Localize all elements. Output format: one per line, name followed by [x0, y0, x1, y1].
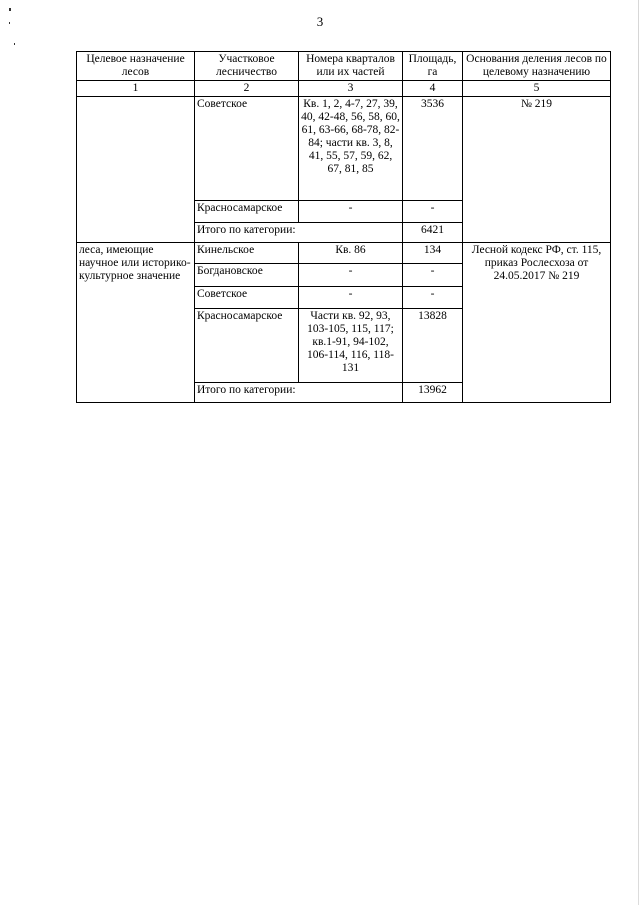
column-number-row: [77, 81, 611, 97]
district-cell: Кинельское: [195, 243, 299, 264]
quarters-cell: -: [299, 264, 403, 287]
column-number: 1: [77, 81, 195, 97]
district-cell: Красносамарское: [195, 201, 299, 223]
quarters-cell: Кв. 1, 2, 4-7, 27, 39, 40, 42-48, 56, 58, 60, 61, 63-66, 68-78, 82-84; части кв. 3, 8, 41, 55, 57, 59, 62, 67, 81, 85: [299, 97, 403, 201]
column-number: 5: [463, 81, 611, 97]
scan-speck: [9, 8, 11, 11]
table-header-row: [77, 52, 611, 81]
district-cell: Советское: [195, 97, 299, 201]
area-cell: 13828: [403, 309, 463, 383]
quarters-cell: -: [299, 287, 403, 309]
quarters-cell: -: [299, 201, 403, 223]
area-cell: -: [403, 201, 463, 223]
column-number: 2: [195, 81, 299, 97]
total-area: 6421: [403, 223, 463, 243]
quarters-cell: Кв. 86: [299, 243, 403, 264]
forest-purpose-table: [76, 51, 611, 403]
scan-speck: [14, 43, 15, 45]
purpose-cell: леса, имеющие научное или историко-культурное значение: [77, 243, 195, 403]
area-cell: -: [403, 287, 463, 309]
purpose-cell: [77, 97, 195, 243]
header-quarters: Номера кварталов или их частей: [299, 52, 403, 81]
basis-cell: № 219: [463, 97, 611, 243]
page-number: 3: [316, 14, 324, 29]
area-cell: 134: [403, 243, 463, 264]
district-cell: Красносамарское: [195, 309, 299, 383]
area-cell: -: [403, 264, 463, 287]
total-area: 13962: [403, 383, 463, 403]
basis-cell: Лесной кодекс РФ, ст. 115, приказ Рослесхоза от 24.05.2017 № 219: [463, 243, 611, 403]
scan-edge: [638, 0, 639, 905]
district-cell: Советское: [195, 287, 299, 309]
table-row: [77, 243, 611, 264]
column-number: 4: [403, 81, 463, 97]
header-district: Участковое лесничество: [195, 52, 299, 81]
total-label: Итого по категории:: [195, 223, 403, 243]
area-cell: 3536: [403, 97, 463, 201]
header-purpose: Целевое назначение лесов: [77, 52, 195, 81]
total-label: Итого по категории:: [195, 383, 403, 403]
quarters-cell: Части кв. 92, 93, 103-105, 115, 117; кв.1-91, 94-102, 106-114, 116, 118-131: [299, 309, 403, 383]
district-cell: Богдановское: [195, 264, 299, 287]
column-number: 3: [299, 81, 403, 97]
header-area: Площадь, га: [403, 52, 463, 81]
scan-speck: [9, 22, 10, 24]
header-basis: Основания деления лесов по целевому назначению: [463, 52, 611, 81]
table-row: [77, 97, 611, 201]
